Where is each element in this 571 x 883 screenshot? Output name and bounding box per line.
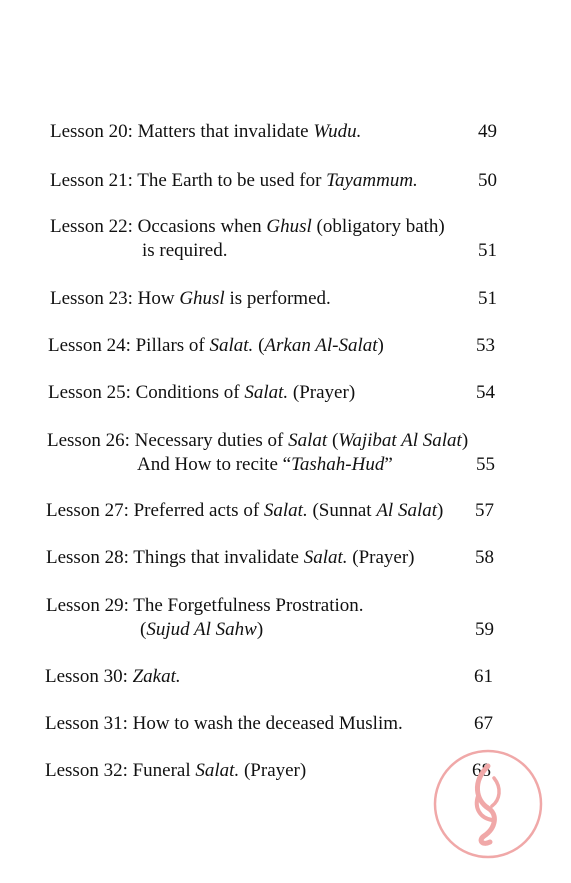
toc-entry-text: (Prayer) [347, 547, 415, 568]
toc-entry-title [45, 759, 306, 783]
toc-entry-text: Lesson 29: The Forgetfulness Prostration. [46, 595, 364, 616]
toc-entry-title [50, 287, 331, 311]
toc-entry-title [48, 334, 384, 358]
toc-entry-text: ) [461, 430, 469, 451]
toc-entry-italic-text: Tayammum. [326, 170, 418, 191]
toc-entry-title [48, 381, 355, 405]
toc-entry-title [47, 429, 468, 453]
toc-entry-title [140, 618, 263, 642]
toc-entry-text: Lesson 30: [45, 666, 133, 687]
toc-entry-text: is performed. [224, 288, 331, 309]
toc-page-number: 68 [472, 760, 491, 781]
toc-page-number: 54 [476, 382, 495, 403]
toc-entry-italic-text: Ghusl [179, 288, 225, 309]
toc-entry-text: And How to recite “ [137, 454, 292, 475]
toc-entry-italic-text: Wajibat Al Salat [338, 430, 462, 451]
toc-entry-italic-text: Wudu. [313, 121, 362, 142]
toc-entry-text: Lesson 23: How [50, 288, 180, 309]
toc-entry-italic-text: Ghusl [266, 216, 312, 237]
toc-entry-title [46, 546, 415, 570]
toc-page-number: 55 [476, 454, 495, 475]
toc-entry-title [46, 594, 364, 618]
toc-entry-text: (Prayer) [239, 760, 307, 781]
toc-entry-text: ) [256, 619, 264, 640]
toc-entry-text: ) [377, 335, 384, 356]
toc-entry-text: Lesson 26: Necessary duties of [47, 430, 289, 451]
toc-entry-italic-text: Salat. [195, 760, 240, 781]
toc-entry-text: Lesson 25: Conditions of [48, 382, 245, 403]
toc-entry-title [142, 239, 227, 263]
toc-entry-italic-text: Tashah-Hud [291, 454, 385, 475]
toc-entry-title [50, 169, 418, 193]
toc-entry-italic-text: Arkan Al-Salat [264, 335, 378, 356]
toc-entry-text: ( [253, 335, 265, 356]
toc-page-number: 49 [478, 121, 497, 142]
toc-entry-italic-text: Al Salat [376, 500, 438, 521]
toc-entry-title [50, 120, 361, 144]
toc-entry-text: Lesson 21: The Earth to be used for [50, 170, 327, 191]
toc-page-number: 67 [474, 713, 493, 734]
toc-entry-italic-text: Salat. [209, 335, 254, 356]
toc-entry-text: (Sunnat [307, 500, 377, 521]
toc-entry-text: is required. [142, 240, 228, 261]
toc-entry-text: (Prayer) [288, 382, 356, 403]
toc-page-number: 59 [475, 619, 494, 640]
toc-entry-italic-text: Salat. [244, 382, 289, 403]
toc-entry-text: ” [384, 454, 393, 475]
toc-page-number: 51 [478, 240, 497, 261]
toc-entry-text: ) [437, 500, 444, 521]
toc-entry-text: Lesson 24: Pillars of [48, 335, 210, 356]
toc-page-number: 50 [478, 170, 497, 191]
toc-entry-text: Lesson 20: Matters that invalidate [50, 121, 314, 142]
toc-entry-italic-text: Zakat. [132, 666, 181, 687]
toc-entry-title [45, 712, 403, 736]
toc-entry-text: Lesson 32: Funeral [45, 760, 196, 781]
toc-entry-text: Lesson 22: Occasions when [50, 216, 267, 237]
toc-page-number: 57 [475, 500, 494, 521]
toc-entry-italic-text: Salat. [303, 547, 348, 568]
toc-entry-text: Lesson 27: Preferred acts of [46, 500, 264, 521]
toc-entry-text: Lesson 28: Things that invalidate [46, 547, 304, 568]
toc-entry-title [46, 499, 443, 523]
toc-entry-italic-text: Salat. [263, 500, 308, 521]
toc-entry-title [45, 665, 181, 689]
toc-page-number: 51 [478, 288, 497, 309]
toc-entry-italic-text: Salat [288, 430, 328, 451]
toc-page-number: 61 [474, 666, 493, 687]
toc-entry-text: Lesson 31: How to wash the deceased Muslim. [45, 713, 403, 734]
toc-entry-text: ( [327, 430, 339, 451]
toc-entry-title [137, 453, 393, 477]
toc-entry-text: (obligatory bath) [311, 216, 445, 237]
toc-entry-text: ( [140, 619, 147, 640]
toc-entry-italic-text: Sujud Al Sahw [146, 619, 257, 640]
seal-watermark-icon [432, 748, 544, 860]
toc-page-number: 53 [476, 335, 495, 356]
toc-entry-title [50, 215, 445, 239]
toc-page-number: 58 [475, 547, 494, 568]
